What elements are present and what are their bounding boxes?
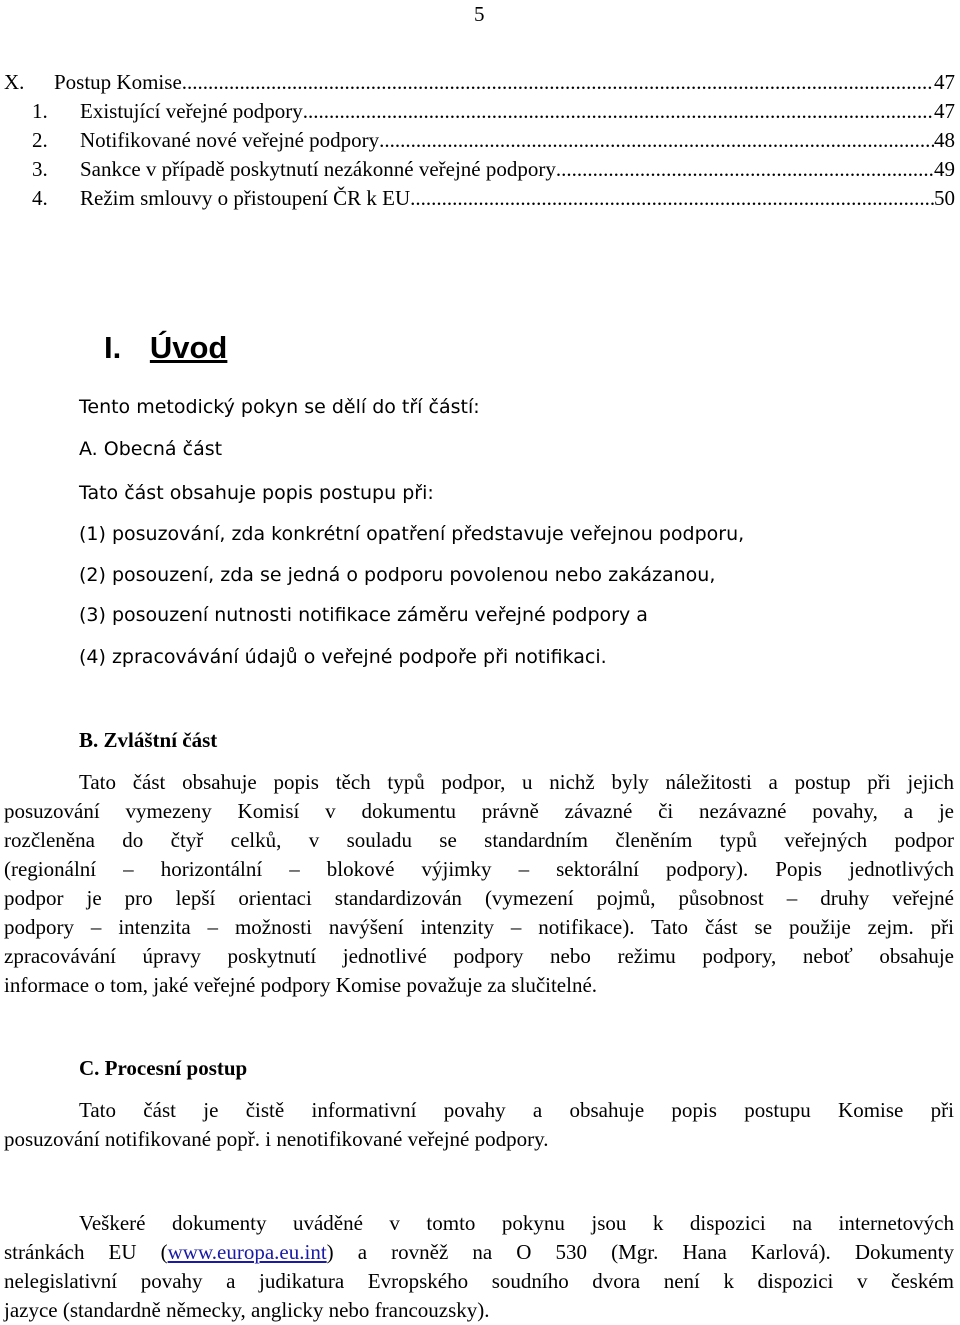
- part-a-heading: A. Obecná část: [79, 438, 223, 460]
- list-item: (4) zpracovávání údajů o veřejné podpoře při notifikaci.: [79, 646, 607, 668]
- section-title: Úvod: [149, 330, 228, 365]
- paragraph-line: nelegislativní povahy a judikatura Evropského soudního dvora není k dispozici v českém: [4, 1269, 954, 1293]
- paragraph-line: podpory – intenzita – možnosti navýšení intenzity – notifikace). Tato část se použije zejm. při: [4, 915, 954, 939]
- toc-row[interactable]: [4, 126, 955, 154]
- paragraph-line: informace o tom, jaké veřejné podpory Komise považuje za slučitelné.: [4, 973, 598, 997]
- toc-leader: [556, 155, 934, 183]
- paragraph-line: Tato část obsahuje popis těch typů podpor, u nichž byly náležitosti a postup při jejich: [79, 770, 954, 794]
- intro-text: Tento metodický pokyn se dělí do tří částí:: [79, 396, 480, 418]
- closing-text: stránkách EU (: [4, 1240, 168, 1264]
- part-b-heading: B. Zvláštní část: [79, 728, 218, 752]
- toc-page: 47: [934, 70, 955, 94]
- toc-leader: [303, 97, 934, 125]
- paragraph-line: zpracovávání úpravy poskytnutí jednotlivé podpory nebo režimu podpory, neboť obsahuje: [4, 944, 954, 968]
- part-c-heading: C. Procesní postup: [79, 1056, 248, 1080]
- list-item: (1) posuzování, zda konkrétní opatření představuje veřejnou podporu,: [79, 523, 745, 545]
- paragraph-line: posuzování vymezeny Komisí v dokumentu právně závazné či nezávazné povahy, a je: [4, 799, 954, 823]
- paragraph-line: posuzování notifikované popř. i nenotifikované veřejné podpory.: [4, 1127, 549, 1151]
- toc-leader: [379, 126, 934, 154]
- page-number: 5: [474, 2, 485, 26]
- section-number: I.: [104, 330, 122, 365]
- toc-title: Notifikované nové veřejné podpory: [80, 128, 380, 152]
- list-item: (2) posouzení, zda se jedná o podporu povolenou nebo zakázanou,: [79, 564, 716, 586]
- toc-num: X.: [4, 70, 25, 94]
- toc-row[interactable]: [4, 184, 955, 212]
- toc-page: 49: [934, 157, 955, 181]
- paragraph-line: Tato část je čistě informativní povahy a obsahuje popis postupu Komise při: [79, 1098, 954, 1122]
- toc-row[interactable]: [4, 155, 955, 183]
- paragraph-line: jazyce (standardně německy, anglicky nebo francouzsky).: [4, 1298, 490, 1322]
- section-heading: [104, 330, 227, 366]
- paragraph-line: podpor je pro lepší orientaci standardizován (vymezení pojmů, působnost – druhy veřejné: [4, 886, 954, 910]
- paragraph-line: rozčleněna do čtyř celků, v souladu se standardním členěním typů veřejných podpor: [4, 828, 954, 852]
- paragraph-line: (regionální – horizontální – blokové výjimky – sektorální podpory). Popis jednotlivých: [4, 857, 954, 881]
- paragraph-line: [4, 1238, 954, 1267]
- toc-num: 1.: [32, 99, 48, 123]
- toc-page: 47: [934, 99, 955, 123]
- toc-num: 4.: [32, 186, 48, 210]
- europa-link[interactable]: www.europa.eu.int: [167, 1240, 327, 1264]
- part-a-lead: Tato část obsahuje popis postupu při:: [79, 482, 434, 504]
- toc-title: Existující veřejné podpory: [80, 99, 303, 123]
- closing-text: ) a rovněž na O 530 (Mgr. Hana Karlová). Dokumenty: [326, 1240, 954, 1264]
- toc-row[interactable]: [4, 97, 955, 125]
- toc-row[interactable]: [4, 68, 955, 96]
- toc-leader: [410, 184, 934, 212]
- toc-title: Režim smlouvy o přistoupení ČR k EU: [80, 186, 411, 210]
- toc-num: 2.: [32, 128, 48, 152]
- paragraph-line: Veškeré dokumenty uváděné v tomto pokynu jsou k dispozici na internetových: [79, 1211, 954, 1235]
- toc-page: 50: [934, 186, 955, 210]
- toc-page: 48: [934, 128, 955, 152]
- toc-num: 3.: [32, 157, 48, 181]
- list-item: (3) posouzení nutnosti notifikace záměru veřejné podpory a: [79, 604, 648, 626]
- toc-title: Postup Komise: [54, 70, 182, 94]
- toc-title: Sankce v případě poskytnutí nezákonné veřejné podpory: [80, 157, 556, 181]
- toc-leader: [182, 68, 934, 96]
